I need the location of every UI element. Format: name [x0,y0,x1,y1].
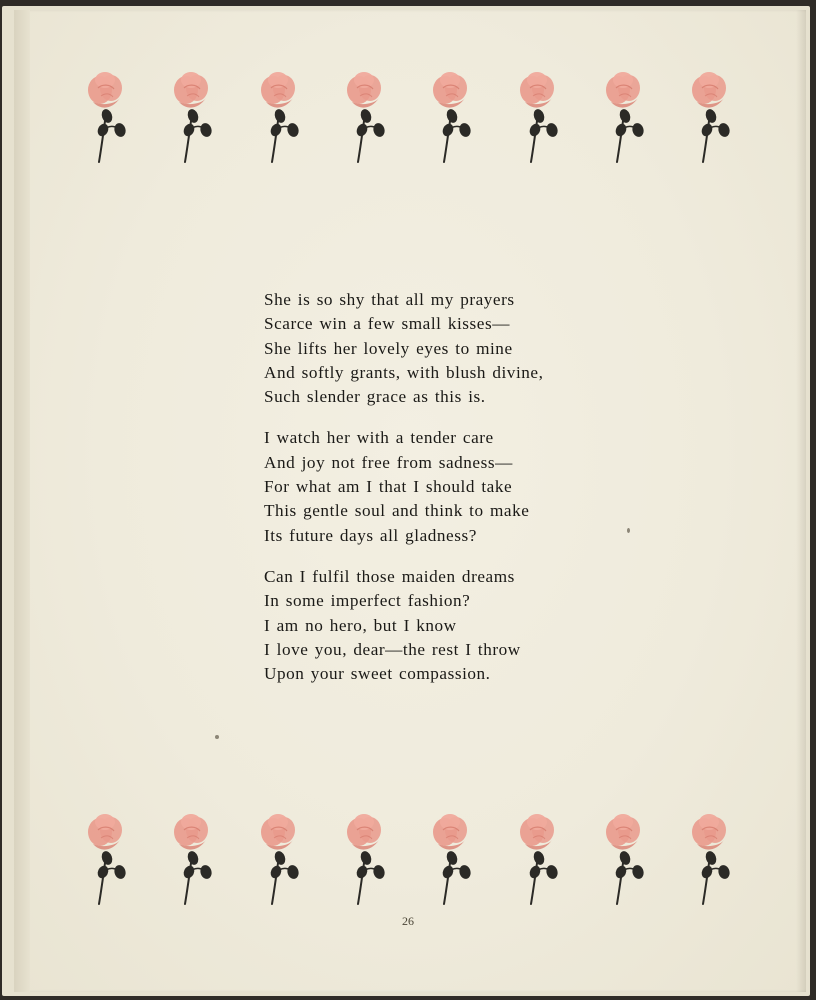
poem-line: I watch her with a tender care [264,428,494,448]
rose-icon [166,810,216,910]
poem-line: In some imperfect fashion? [264,591,471,611]
paper-speck [627,528,630,533]
rose-icon [598,68,648,168]
rose-icon [512,810,562,910]
poem-line: She is so shy that all my prayers [264,290,515,309]
poem-line: This gentle soul and think to make [264,501,530,521]
poem-line: Such slender grace as this is. [264,387,486,407]
rose-icon [339,810,389,910]
rose-border-top [0,68,816,168]
poem-line: And softly grants, with blush divine, [264,362,544,382]
poem-line: Can I fulfil those maiden dreams [264,566,515,586]
rose-icon [598,810,648,910]
rose-border-bottom [0,810,816,910]
rose-icon [253,68,303,168]
poem-line: Scarce win a few small kisses— [264,314,510,334]
rose-icon [684,68,734,168]
poem-line: I am no hero, but I know [264,615,457,635]
poem-line: Its future days all gladness? [264,525,477,545]
rose-icon [80,68,130,168]
poem-line: She lifts her lovely eyes to mine [264,338,513,358]
poem-stanza [264,288,594,409]
poem-line: For what am I that I should take [264,477,513,497]
poem-line: I love you, dear—the rest I throw [264,639,521,659]
poem-line: And joy not free from sadness— [264,452,513,472]
poem-stanza [264,565,594,686]
rose-icon [684,810,734,910]
poem-line: Upon your sweet compassion. [264,664,491,684]
rose-icon [80,810,130,910]
rose-icon [166,68,216,168]
rose-icon [339,68,389,168]
rose-icon [512,68,562,168]
poem-stanza [264,426,594,547]
paper-speck [215,735,219,739]
poem [264,288,594,703]
rose-icon [425,68,475,168]
page-number: 26 [402,914,414,928]
rose-icon [425,810,475,910]
rose-icon [253,810,303,910]
